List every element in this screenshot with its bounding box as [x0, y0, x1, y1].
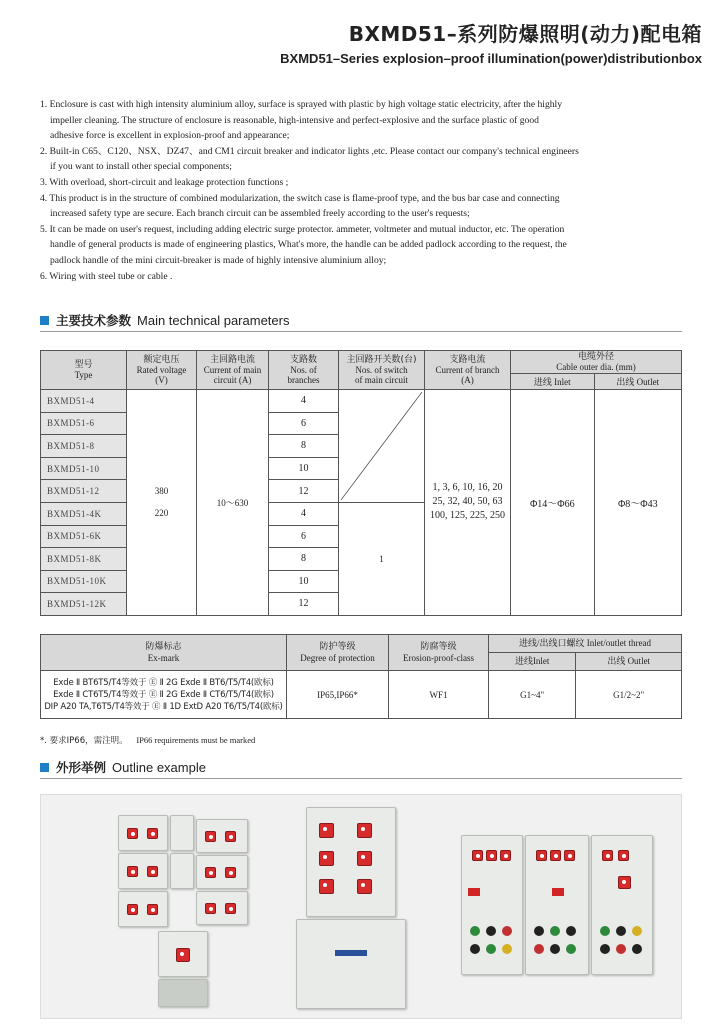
enclosure-module: [158, 979, 208, 1007]
col-header-cable: 电缆外径 Cable outer dia. (mm): [511, 351, 682, 374]
feature-item: [40, 191, 680, 222]
voltage-cell: 380 220: [127, 390, 197, 616]
branches-cell: 4: [269, 503, 339, 526]
col-header-branches: 支路数 Nos. of branches: [269, 351, 339, 390]
type-cell: BXMD51-10K: [41, 570, 127, 593]
feature-line: 2. Built-in C65、C120、NSX、DZ47、and CM1 circuit breaker and indicator lights ,etc. Please contact our company's technical engineers: [40, 145, 579, 157]
title-chinese: BXMD51–系列防爆照明(动力)配电箱: [348, 22, 702, 46]
col-header-thread-inlet: 进线Inlet: [489, 653, 576, 671]
feature-line: 1. Enclosure is cast with high intensity aluminium alloy, surface is sprayed with plastic by high voltage static electricity, after the highly: [40, 99, 563, 110]
col-header-protection: 防护等级 Degree of protection: [287, 635, 389, 671]
switch-icon: [357, 879, 372, 894]
col-header-voltage: 额定电压 Rated voltage (V): [127, 351, 197, 390]
enclosure-module: [296, 919, 406, 1009]
indicator-icon: [534, 926, 544, 936]
switch-icon: [205, 831, 216, 842]
feature-item: [40, 175, 680, 191]
parameters-table: [40, 350, 682, 616]
feature-line: 6. Wiring with steel tube or cable .: [40, 270, 173, 282]
product-photo-2: [296, 807, 416, 1012]
diagonal-line: [339, 390, 424, 502]
inlet-cell: Φ14～Φ66: [511, 390, 595, 616]
indicator-icon: [566, 944, 576, 954]
indicator-icon: [550, 926, 560, 936]
ex-label-icon: [552, 888, 564, 896]
branches-cell: 4: [269, 390, 339, 413]
switch-icon: [536, 850, 547, 861]
indicator-icon: [550, 944, 560, 954]
feature-item: [40, 97, 680, 144]
page-header: [280, 18, 702, 66]
indicator-icon: [616, 926, 626, 936]
switch-icon: [472, 850, 483, 861]
indicator-icon: [486, 944, 496, 954]
branches-cell: 12: [269, 593, 339, 616]
enclosure-module: [118, 853, 168, 889]
features-list: [40, 97, 680, 284]
switch-icon: [564, 850, 575, 861]
thread-outlet-cell: G1/2~2": [576, 671, 682, 719]
type-cell: BXMD51-6: [41, 412, 127, 435]
switch-icon: [357, 851, 372, 866]
type-cell: BXMD51-4: [41, 390, 127, 413]
exmark-cell: Exde Ⅱ BT6T5/T4等效于 Ⓔ Ⅱ 2G Exde Ⅱ BT6/T5/T4(欧标) Exde Ⅱ CT6T5/T4等效于 Ⓔ Ⅱ 2G Exde Ⅱ CT6/T5/T4(欧标) DIP A20 TA,T6T5/T4等效于 Ⓔ Ⅱ 1D ExtD A20 T6/T5/T4(欧标): [41, 671, 287, 719]
col-header-thread: 进线/出线口螺纹 Inlet/outlet thread: [489, 635, 682, 653]
type-cell: BXMD51-8K: [41, 548, 127, 571]
thread-inlet-cell: G1~4": [489, 671, 576, 719]
enclosure-module: [118, 815, 168, 851]
switch-icon: [176, 948, 190, 962]
switch-icon: [550, 850, 561, 861]
branches-cell: 8: [269, 435, 339, 458]
type-cell: BXMD51-12: [41, 480, 127, 503]
title-english: BXMD51–Series explosion–proof illumination(power)distributionbox: [280, 51, 702, 66]
indicator-icon: [632, 944, 642, 954]
indicator-icon: [566, 926, 576, 936]
switch-icon: [225, 867, 236, 878]
feature-line: 5. It can be made on user's request, including adding electric surge protector. ammeter, voltmeter and mutual inductor, etc. The operation: [40, 223, 565, 235]
feature-line: increased safety type are secure. Each branch circuit can be assembled freely according to the user's requests;: [50, 208, 470, 220]
erosion-cell: WF1: [389, 671, 489, 719]
col-header-branch-current: 支路电流 Current of branch (A): [425, 351, 511, 390]
section-title-cn: 主要技术参数: [56, 313, 132, 328]
branches-cell: 10: [269, 457, 339, 480]
col-header-erosion: 防腐等级 Erosion-proof-class: [389, 635, 489, 671]
indicator-icon: [534, 944, 544, 954]
indicator-icon: [470, 926, 480, 936]
indicator-icon: [486, 926, 496, 936]
switch-icon: [225, 831, 236, 842]
section-heading-outline: [40, 758, 206, 776]
product-photo-3: [461, 835, 661, 985]
switch-icon: [205, 867, 216, 878]
indicator-icon: [632, 926, 642, 936]
switch-icon: [618, 850, 629, 861]
col-header-thread-outlet: 出线 Outlet: [576, 653, 682, 671]
type-cell: BXMD51-12K: [41, 593, 127, 616]
type-cell: BXMD51-8: [41, 435, 127, 458]
product-photo-1: [113, 815, 263, 1011]
enclosure-module: [170, 853, 194, 889]
type-cell: BXMD51-4K: [41, 503, 127, 526]
switch-icon: [319, 879, 334, 894]
switch-icon: [500, 850, 511, 861]
section-title-en: Main technical parameters: [137, 312, 290, 328]
col-header-switch: 主回路开关数(台) Nos. of switch of main circuit: [339, 351, 425, 390]
enclosure-module: [158, 931, 208, 977]
switch-icon: [147, 828, 158, 839]
section-heading-params: [40, 311, 289, 329]
switch-icon: [602, 850, 613, 861]
col-header-current: 主回路电流 Current of main circuit (A): [197, 351, 269, 390]
branches-cell: 12: [269, 480, 339, 503]
switch-icon: [486, 850, 497, 861]
enclosure-module: [591, 835, 653, 975]
col-header-inlet: 进线 Inlet: [511, 374, 595, 390]
enclosure-module: [170, 815, 194, 851]
branches-cell: 10: [269, 570, 339, 593]
nameplate: [335, 950, 367, 956]
enclosure-module: [196, 891, 248, 925]
branch-current-cell: 1, 3, 6, 10, 16, 20 25, 32, 40, 50, 63 100, 125, 225, 250: [425, 390, 511, 616]
section-title-cn: 外形举例: [56, 760, 107, 775]
switch-cell-diagonal: [339, 390, 425, 503]
protection-cell: IP65,IP66*: [287, 671, 389, 719]
switch-icon: [319, 851, 334, 866]
col-header-outlet: 出线 Outlet: [594, 374, 681, 390]
divider: [40, 331, 682, 332]
switch-icon: [127, 904, 138, 915]
switch-icon: [618, 876, 631, 889]
feature-line: padlock handle of the mini circuit-breaker is made of highly intensive aluminium alloy;: [50, 254, 387, 266]
switch-icon: [147, 866, 158, 877]
switch-icon: [357, 823, 372, 838]
switch-icon: [319, 823, 334, 838]
outline-photo-gallery: [40, 794, 682, 1019]
footnote-en: IP66 requirements must be marked: [136, 735, 256, 745]
indicator-icon: [600, 926, 610, 936]
switch-icon: [127, 866, 138, 877]
branches-cell: 6: [269, 412, 339, 435]
enclosure-module: [196, 819, 248, 853]
col-header-type: 型号 Type: [41, 351, 127, 390]
outlet-cell: Φ8～Φ43: [594, 390, 681, 616]
exmark-table: [40, 634, 682, 719]
feature-line: 3. With overload, short-circuit and leakage protection functions ;: [40, 176, 289, 188]
switch-icon: [147, 904, 158, 915]
indicator-icon: [616, 944, 626, 954]
indicator-icon: [600, 944, 610, 954]
footnote-cn: *. 要求IP66，需注明。: [40, 736, 128, 746]
current-cell: 10～630: [197, 390, 269, 616]
feature-line: impeller cleaning. The structure of enclosure is reasonable, high-intensive and perfect-explosive and the surface plastic of good: [50, 114, 539, 126]
switch-icon: [225, 903, 236, 914]
feature-item: [40, 269, 680, 285]
branches-cell: 6: [269, 525, 339, 548]
branches-cell: 8: [269, 548, 339, 571]
indicator-icon: [502, 944, 512, 954]
ex-label-icon: [468, 888, 480, 896]
indicator-icon: [502, 926, 512, 936]
feature-line: handle of general products is made of engineering plastics, What's more, the handle can be added padlock according to the request, the: [50, 239, 567, 251]
type-cell: BXMD51-6K: [41, 525, 127, 548]
footnote: [40, 734, 255, 746]
indicator-icon: [470, 944, 480, 954]
feature-line: if you want to install other special components;: [50, 161, 232, 173]
enclosure-module: [196, 855, 248, 889]
enclosure-module: [461, 835, 523, 975]
switch-cell: 1: [339, 503, 425, 616]
enclosure-module: [525, 835, 589, 975]
col-header-exmark: 防爆标志 Ex-mark: [41, 635, 287, 671]
section-square-icon: [40, 763, 49, 772]
feature-item: [40, 144, 680, 175]
feature-line: 4. This product is in the structure of combined modularization, the switch case is flame-proof type, and the bus bar case and connecting: [40, 192, 560, 204]
switch-icon: [127, 828, 138, 839]
type-cell: BXMD51-10: [41, 457, 127, 480]
divider: [40, 778, 682, 779]
feature-line: adhesive force is excellent in explosion-proof and appearance;: [50, 130, 290, 142]
section-square-icon: [40, 316, 49, 325]
enclosure-module: [306, 807, 396, 917]
section-title-en: Outline example: [112, 759, 206, 775]
feature-item: [40, 222, 680, 269]
switch-icon: [205, 903, 216, 914]
enclosure-module: [118, 891, 168, 927]
